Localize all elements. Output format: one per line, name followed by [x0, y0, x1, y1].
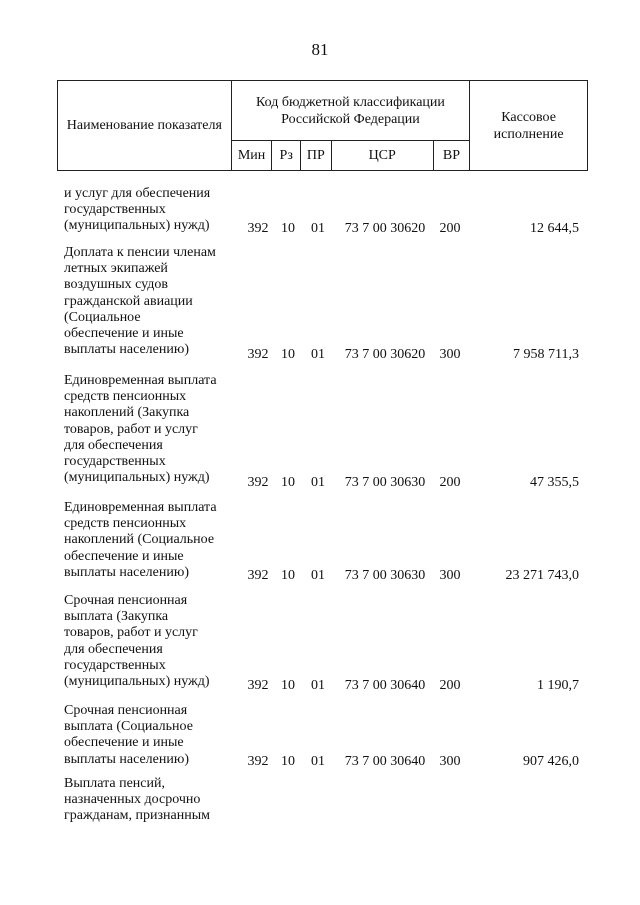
row-csr: 73 7 00 30630: [344, 568, 426, 583]
row-pr: 01: [311, 347, 325, 362]
row-min: 392: [247, 678, 269, 693]
row-name: и услуг для обеспечения государственных (муниципальных) нужд): [64, 186, 211, 234]
row-csr: 73 7 00 30640: [344, 754, 426, 769]
header-name: Наименование показателя: [58, 81, 232, 171]
row-name: Единовременная выплата средств пенсионных накоплений (Закупка товаров, работ и услуг для обеспечения государственных (муниципальных) нужд): [64, 373, 217, 486]
row-name: Срочная пенсионная выплата (Социальное обеспечение и иные выплаты населению): [64, 703, 193, 767]
row-rz: 10: [281, 475, 295, 490]
row-amount: 7 958 711,3: [513, 347, 579, 362]
header-amount: Кассовое исполнение: [470, 81, 588, 171]
row-amount: 23 271 743,0: [505, 568, 579, 583]
header-col-rz: Рз: [272, 141, 301, 171]
row-name: Выплата пенсий, назначенных досрочно гражданам, признанным: [64, 776, 211, 824]
row-amount: 12 644,5: [530, 221, 579, 236]
row-pr: 01: [311, 568, 325, 583]
header-col-vr: ВР: [433, 141, 470, 171]
row-rz: 10: [281, 221, 295, 236]
row-vr: 300: [439, 568, 461, 583]
row-rz: 10: [281, 678, 295, 693]
row-vr: 300: [439, 347, 461, 362]
row-pr: 01: [311, 475, 325, 490]
row-name: Срочная пенсионная выплата (Закупка товаров, работ и услуг для обеспечения государственных (муниципальных) нужд): [64, 593, 210, 690]
header-col-pr: ПР: [301, 141, 332, 171]
row-amount: 907 426,0: [523, 754, 579, 769]
row-min: 392: [247, 221, 269, 236]
row-name: Единовременная выплата средств пенсионных накоплений (Социальное обеспечение и иные выплаты населению): [64, 500, 217, 580]
row-amount: 47 355,5: [530, 475, 579, 490]
row-pr: 01: [311, 221, 325, 236]
row-rz: 10: [281, 754, 295, 769]
row-min: 392: [247, 568, 269, 583]
row-min: 392: [247, 347, 269, 362]
row-rz: 10: [281, 568, 295, 583]
row-rz: 10: [281, 347, 295, 362]
row-min: 392: [247, 475, 269, 490]
row-vr: 200: [439, 678, 461, 693]
row-pr: 01: [311, 754, 325, 769]
row-csr: 73 7 00 30620: [344, 347, 426, 362]
header-col-min: Мин: [231, 141, 272, 171]
row-csr: 73 7 00 30640: [344, 678, 426, 693]
row-pr: 01: [311, 678, 325, 693]
row-amount: 1 190,7: [537, 678, 579, 693]
row-name: Доплата к пенсии членам летных экипажей воздушных судов гражданской авиации (Социальное обеспечение и иные выплаты населению): [64, 245, 216, 358]
header-col-csr: ЦСР: [331, 141, 433, 171]
row-vr: 200: [439, 475, 461, 490]
row-vr: 200: [439, 221, 461, 236]
row-min: 392: [247, 754, 269, 769]
header-code-group: Код бюджетной классификации Российской Федерации: [231, 81, 469, 141]
page-number: 81: [311, 40, 329, 59]
row-vr: 300: [439, 754, 461, 769]
row-csr: 73 7 00 30620: [344, 221, 426, 236]
row-csr: 73 7 00 30630: [344, 475, 426, 490]
